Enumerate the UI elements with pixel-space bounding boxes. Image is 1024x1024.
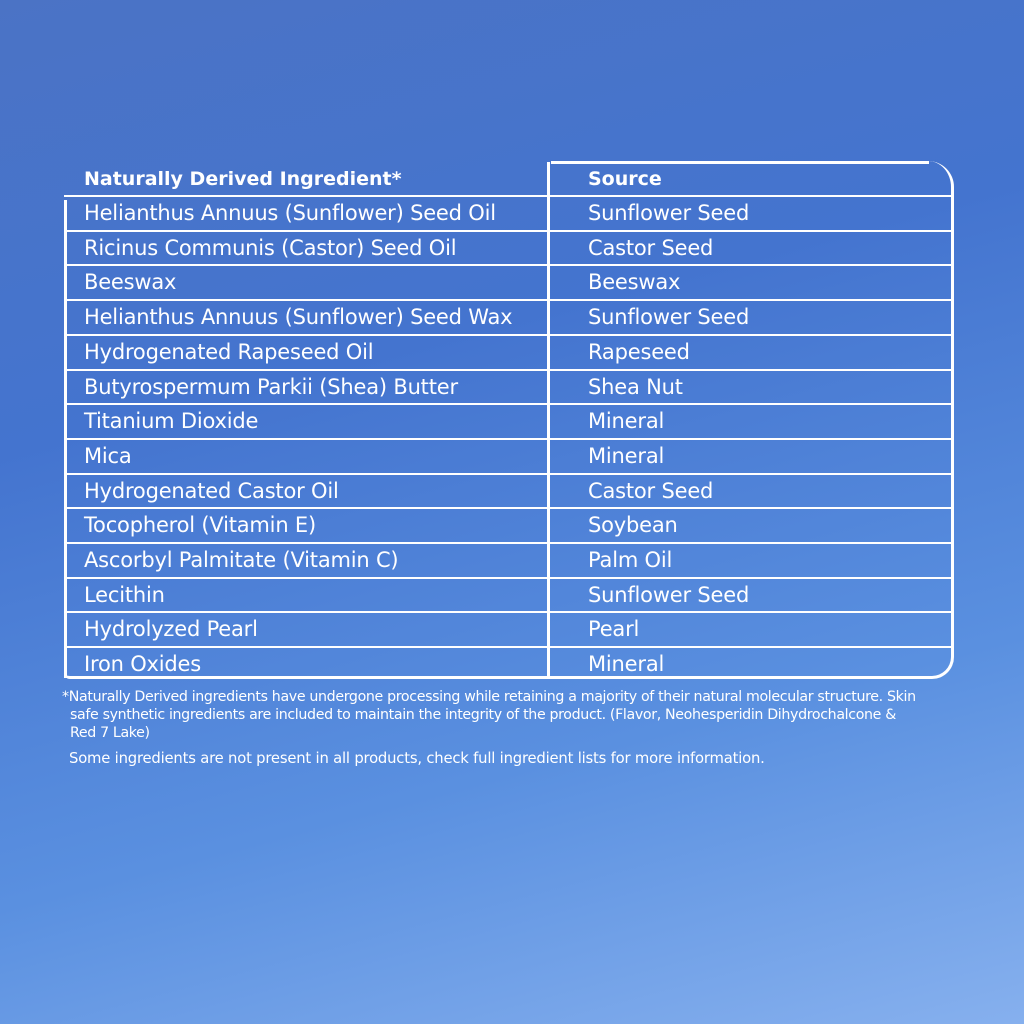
row-divider (64, 507, 954, 509)
cell-ingredient: Mica (84, 443, 132, 468)
availability-note: Some ingredients are not present in all products, check full ingredient lists for more information. (69, 750, 765, 767)
cell-ingredient: Hydrogenated Castor Oil (84, 478, 339, 503)
footnote-line: *Naturally Derived ingredients have undergone processing while retaining a majority of their natural molecular structure. Skin (62, 689, 916, 705)
cell-ingredient: Lecithin (84, 582, 165, 607)
row-divider (64, 473, 954, 475)
row-divider (64, 646, 954, 648)
row-divider (64, 577, 954, 579)
cell-ingredient: Beeswax (84, 270, 177, 295)
cell-source: Sunflower Seed (588, 582, 750, 607)
cell-ingredient: Hydrolyzed Pearl (84, 617, 258, 642)
cell-source: Castor Seed (588, 478, 714, 503)
cell-ingredient: Tocopherol (Vitamin E) (84, 513, 316, 538)
row-divider (64, 403, 954, 405)
row-divider (64, 369, 954, 371)
cell-source: Sunflower Seed (588, 201, 750, 225)
cell-source: Castor Seed (588, 235, 714, 260)
table-frame-top (551, 161, 929, 164)
cell-ingredient: Helianthus Annuus (Sunflower) Seed Oil (84, 201, 496, 225)
cell-source: Mineral (588, 652, 665, 677)
column-divider (547, 162, 550, 678)
row-divider (64, 195, 954, 197)
row-divider (64, 299, 954, 301)
cell-source: Soybean (588, 513, 678, 538)
cell-ingredient: Helianthus Annuus (Sunflower) Seed Wax (84, 305, 513, 330)
row-divider (64, 264, 954, 266)
cell-source: Beeswax (588, 270, 681, 295)
header-source: Source (588, 168, 662, 190)
cell-source: Rapeseed (588, 339, 690, 364)
cell-ingredient: Iron Oxides (84, 652, 201, 677)
cell-source: Mineral (588, 409, 665, 434)
cell-source: Shea Nut (588, 374, 683, 399)
cell-ingredient: Hydrogenated Rapeseed Oil (84, 339, 374, 364)
row-divider (64, 230, 954, 232)
cell-ingredient: Butyrospermum Parkii (Shea) Butter (84, 374, 458, 399)
footnote (62, 688, 972, 742)
cell-source: Sunflower Seed (588, 305, 750, 330)
row-divider (64, 438, 954, 440)
cell-ingredient: Ascorbyl Palmitate (Vitamin C) (84, 548, 399, 572)
row-divider (64, 611, 954, 613)
cell-source: Mineral (588, 443, 665, 468)
header-ingredient: Naturally Derived Ingredient* (84, 168, 402, 190)
row-divider (64, 334, 954, 336)
cell-ingredient: Ricinus Communis (Castor) Seed Oil (84, 235, 457, 260)
row-divider (64, 542, 954, 544)
cell-ingredient: Titanium Dioxide (84, 409, 259, 434)
footnote-line: safe synthetic ingredients are included to maintain the integrity of the product. (Flavor, Neohesperidin Dihydrochalcone & (70, 707, 896, 723)
footnote-line: Red 7 Lake) (70, 725, 150, 741)
cell-source: Palm Oil (588, 548, 673, 572)
cell-source: Pearl (588, 617, 640, 642)
